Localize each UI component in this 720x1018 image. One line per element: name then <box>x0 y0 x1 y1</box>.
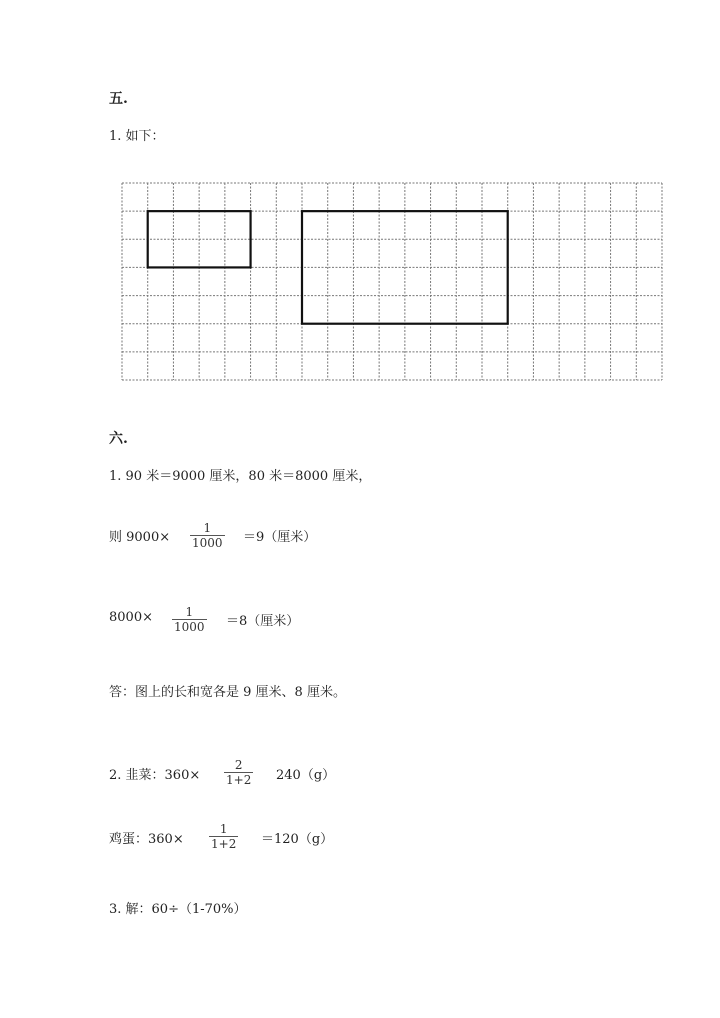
line-3-result: ＝8（厘米） <box>226 614 300 629</box>
fraction: $\frac{1}{1000}$ <box>174 605 205 634</box>
section-heading-5: 五. <box>109 91 128 107</box>
line-4-result: 240（g） <box>276 768 336 783</box>
line-4-prefix: 2. 韭菜：360× <box>109 768 201 783</box>
line-5-result: ＝120（g） <box>261 832 334 847</box>
line-3-prefix: 8000× <box>109 610 153 625</box>
question-1-label: 1. 如下： <box>109 129 165 144</box>
fraction: $\frac{2}{1+2}$ <box>226 758 252 787</box>
line-2-result: ＝9（厘米） <box>243 530 317 545</box>
answer-line: 答：图上的长和宽各是 9 厘米、8 厘米。 <box>109 685 346 700</box>
fraction: $\frac{1}{1000}$ <box>192 521 223 550</box>
section-heading-6: 六. <box>109 431 128 447</box>
grid-figure <box>0 0 720 400</box>
line-5-prefix: 鸡蛋：360× <box>109 832 184 847</box>
line-2-prefix: 则 9000× <box>109 530 171 545</box>
line-6: 3. 解：60÷（1-70%） <box>109 902 247 917</box>
fraction: $\frac{1}{1+2}$ <box>211 822 237 851</box>
line-1: 1. 90 米＝9000 厘米，80 米＝8000 厘米， <box>109 469 372 484</box>
